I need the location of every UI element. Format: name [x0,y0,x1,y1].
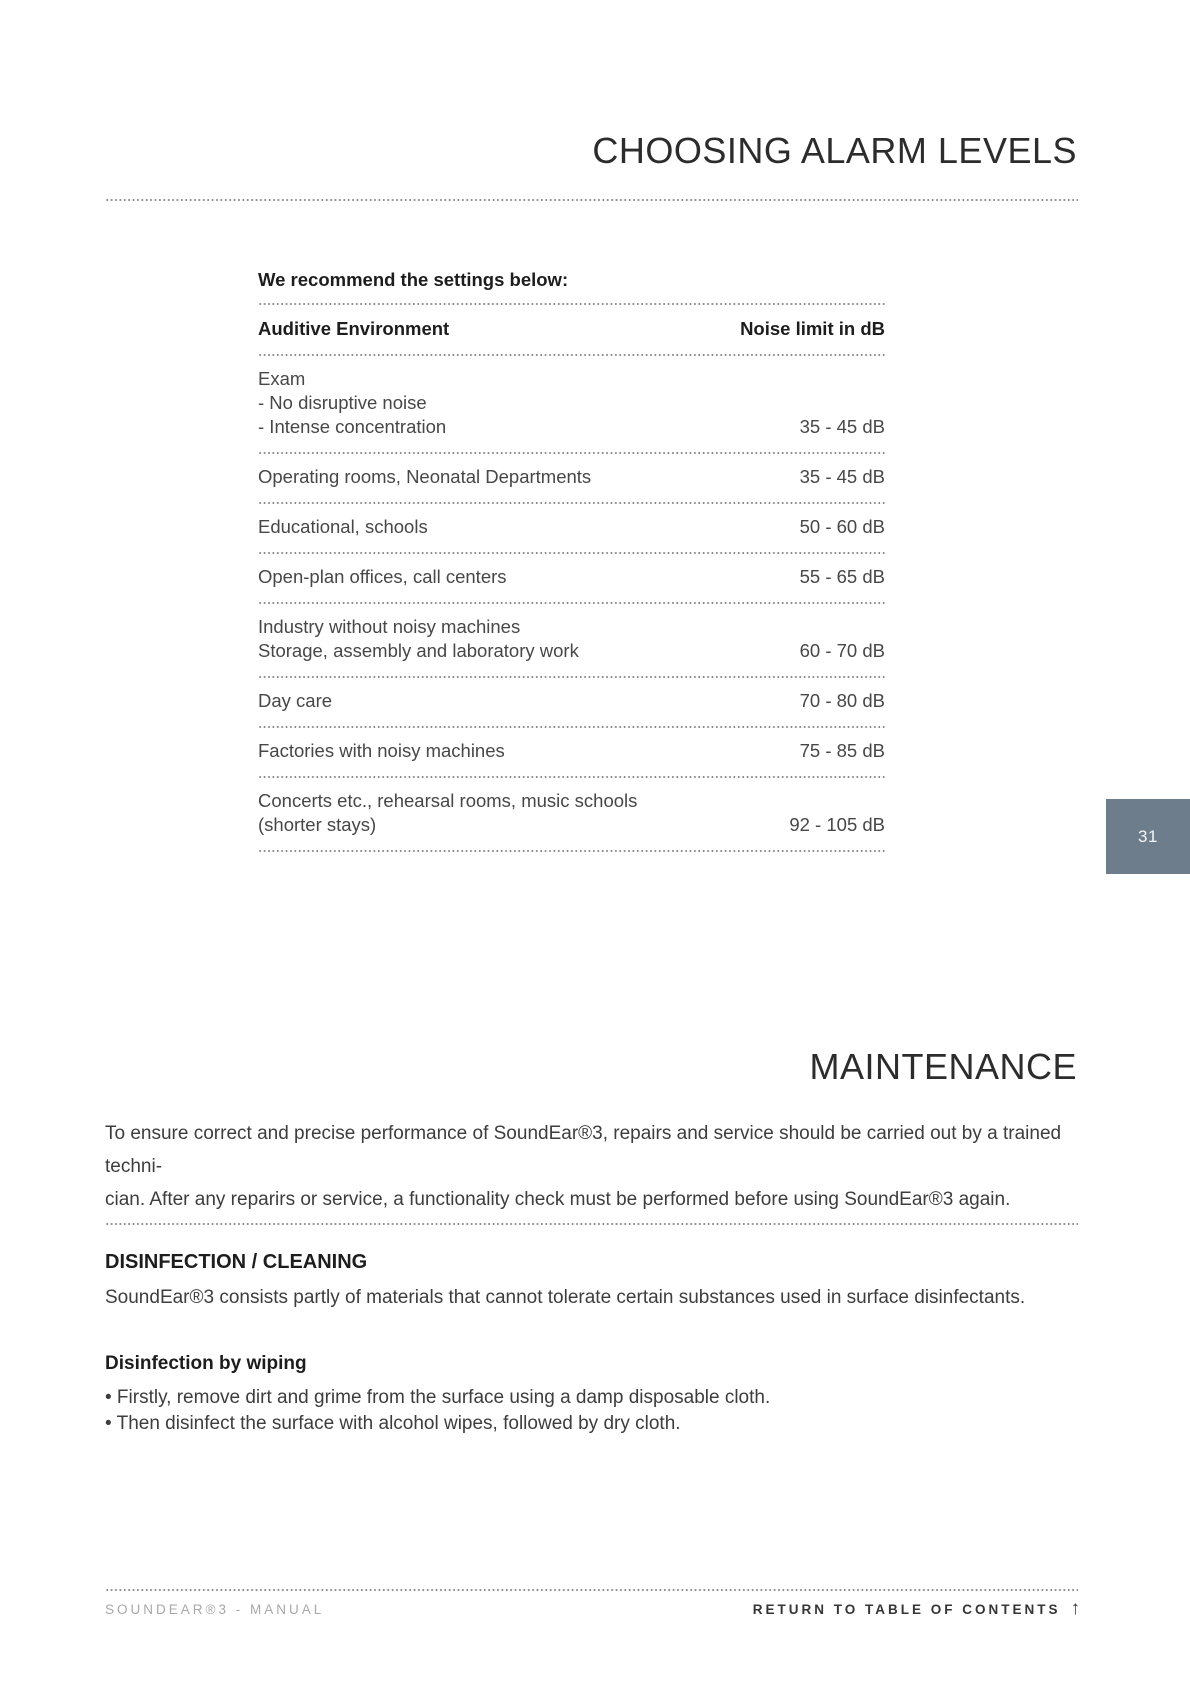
column-header-environment: Auditive Environment [258,318,450,339]
title-divider [105,199,1078,201]
wiping-subtitle: Disinfection by wiping [105,1353,307,1374]
env-line: Operating rooms, Neonatal Departments [258,466,592,487]
table-row [258,728,885,776]
env-line: - Intense concentration [258,416,447,437]
env-line: Factories with noisy machines [258,740,505,761]
noise-limit-value: 60 - 70 dB [799,640,885,661]
table-row [258,604,885,676]
table-row [258,454,885,502]
env-line: - No disruptive noise [258,392,427,413]
disinfection-section [105,1249,1082,1437]
section-divider [105,1223,1078,1225]
page-title: CHOOSING ALARM LEVELS [592,130,1077,171]
env-line: Industry without noisy machines [258,616,521,637]
env-line: Open-plan offices, call centers [258,566,507,587]
env-line: Storage, assembly and laboratory work [258,640,579,661]
up-arrow-icon: ↑ [1070,1598,1080,1619]
noise-limit-value: 55 - 65 dB [799,566,885,587]
page-number: 31 [1138,826,1158,846]
maintenance-line: cian. After any reparirs or service, a functionality check must be performed before using SoundEar®3 again. [105,1189,1011,1210]
footer-divider [105,1589,1078,1591]
noise-limit-value: 50 - 60 dB [799,516,885,537]
wiping-bullet: • Firstly, remove dirt and grime from the surface using a damp disposable cloth. [105,1387,771,1408]
table-divider [258,850,885,852]
table-row [258,504,885,552]
table-row [258,778,885,850]
env-line: Educational, schools [258,516,428,537]
table-row [258,554,885,602]
footer [105,1598,1080,1620]
disinfection-title: DISINFECTION / CLEANING [105,1251,368,1273]
noise-limit-value: 92 - 105 dB [789,814,885,835]
return-to-toc-label: RETURN TO TABLE OF CONTENTS [752,1601,1061,1617]
maintenance-line: To ensure correct and precise performance of SoundEar®3, repairs and service should be carried out by a trained techni- [105,1123,1062,1177]
disinfection-body: SoundEar®3 consists partly of materials that cannot tolerate certain substances used in surface disinfectants. [105,1287,1026,1308]
env-line: Exam [258,368,306,389]
env-line: (shorter stays) [258,814,377,835]
env-line: Day care [258,690,333,711]
page-number-tab [1106,799,1190,874]
wiping-bullet: • Then disinfect the surface with alcohol wipes, followed by dry cloth. [105,1413,681,1434]
noise-limit-value: 70 - 80 dB [799,690,885,711]
noise-limit-value: 35 - 45 dB [799,466,885,487]
table-intro: We recommend the settings below: [258,269,569,290]
maintenance-title: MAINTENANCE [809,1046,1077,1087]
noise-limit-value: 35 - 45 dB [799,416,885,437]
table-row [258,678,885,726]
return-to-toc-link[interactable] [753,1598,1080,1620]
noise-limit-value: 75 - 85 dB [799,740,885,761]
column-header-limit: Noise limit in dB [740,318,885,339]
maintenance-paragraph [105,1117,1082,1216]
table-header-row [258,305,885,354]
env-line: Concerts etc., rehearsal rooms, music schools [258,790,638,811]
table-row [258,356,885,452]
alarm-levels-table [258,268,885,852]
footer-manual-label: SOUNDEAR®3 - MANUAL [105,1601,325,1617]
